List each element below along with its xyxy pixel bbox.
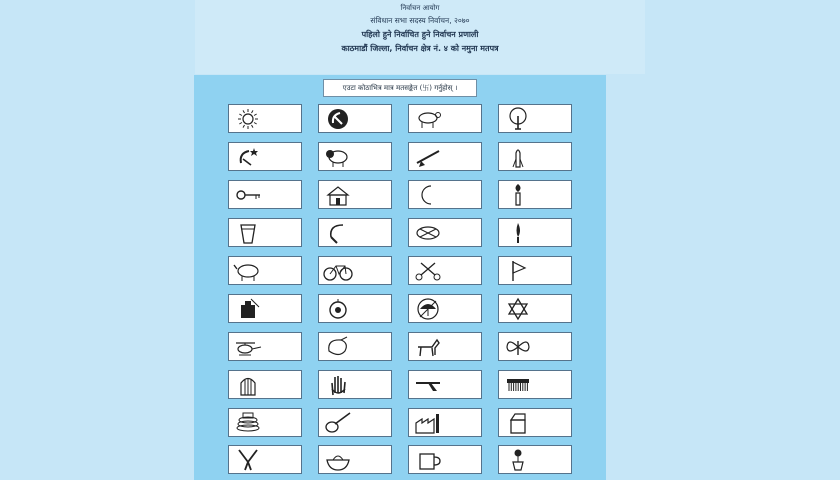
mango-icon	[323, 335, 353, 359]
tree-icon	[503, 107, 533, 131]
sitar-icon	[323, 411, 353, 435]
ballot-cell-bird-cage[interactable]	[228, 370, 302, 399]
ballot-cell-flag[interactable]	[498, 256, 572, 285]
hammer-sickle-circle-icon	[323, 107, 353, 131]
sickle-star-icon	[233, 145, 263, 169]
butterfly-icon	[503, 335, 533, 359]
umbrella-circle-icon	[413, 297, 443, 321]
ballot-cell-butterfly[interactable]	[498, 332, 572, 361]
glass-cup-icon	[233, 221, 263, 245]
milk-carton-icon	[503, 411, 533, 435]
rhinoceros-icon	[233, 259, 263, 283]
hand-torch-icon	[503, 183, 533, 207]
ballot-cell-mango[interactable]	[318, 332, 392, 361]
ballot-cell-gun[interactable]	[408, 370, 482, 399]
open-hand-icon	[323, 373, 353, 397]
ballot-cell-open-hand[interactable]	[318, 370, 392, 399]
constituency-title: काठमाडौं जिल्ला, निर्वाचन क्षेत्र नं. ४ को नमुना मतपत्र	[341, 44, 499, 53]
ballot-cell-tree[interactable]	[498, 104, 572, 133]
ballot-cell-sickle-star[interactable]	[228, 142, 302, 171]
ballot-cell-house[interactable]	[318, 180, 392, 209]
ballot-cell-sun[interactable]	[228, 104, 302, 133]
ballot-cell-bowl-pot[interactable]	[318, 445, 392, 474]
namaste-hands-icon	[503, 145, 533, 169]
ballot-cell-milk-carton[interactable]	[498, 408, 572, 437]
election-system: पहिलो हुने निर्वाचित हुने निर्वाचन प्रणाली	[361, 30, 479, 39]
cow-icon	[413, 107, 443, 131]
sun-icon	[233, 107, 263, 131]
ballot-cell-mug[interactable]	[408, 445, 482, 474]
ballot-cell-comb[interactable]	[498, 370, 572, 399]
ballot-cell-factory[interactable]	[408, 408, 482, 437]
bowl-pot-icon	[323, 448, 353, 472]
ballot-cell-star-of-david[interactable]	[498, 294, 572, 323]
ballot-cell-glass-cup[interactable]	[228, 218, 302, 247]
bicycle-icon	[323, 259, 353, 283]
scissors-icon	[413, 259, 443, 283]
ballot-instruction: एउटा कोठाभित्र मात्र मतसङ्केत (卐) गर्नुहोस् ।	[323, 79, 477, 97]
ballot-cell-stack-of-plates[interactable]	[228, 408, 302, 437]
wheel-disc-icon	[323, 297, 353, 321]
plough-icon	[413, 145, 443, 169]
ballot-cell-sitar[interactable]	[318, 408, 392, 437]
ballot-cell-hand-torch[interactable]	[498, 180, 572, 209]
ballot-cell-pliers[interactable]	[228, 445, 302, 474]
bird-cage-icon	[233, 373, 263, 397]
ballot-cell-cow[interactable]	[408, 104, 482, 133]
horse-icon	[413, 335, 443, 359]
ballot-cell-scissors[interactable]	[408, 256, 482, 285]
ballot-cell-umbrella-circle[interactable]	[408, 294, 482, 323]
ballot-cell-sickle[interactable]	[318, 218, 392, 247]
house-icon	[323, 183, 353, 207]
ballot-cell-rhinoceros[interactable]	[228, 256, 302, 285]
ballot-cell-crescent-moon[interactable]	[408, 180, 482, 209]
pliers-icon	[233, 448, 263, 472]
ballot-cell-wheel-disc[interactable]	[318, 294, 392, 323]
mug-icon	[413, 448, 443, 472]
factory-icon	[413, 411, 443, 435]
ballot-cell-madal-drum[interactable]	[408, 218, 482, 247]
ballot-cell-khukuri[interactable]	[498, 218, 572, 247]
lion-icon	[323, 145, 353, 169]
helicopter-icon	[233, 335, 263, 359]
commission-name: निर्वाचन आयोग	[400, 4, 440, 12]
crescent-moon-icon	[413, 183, 443, 207]
sickle-icon	[323, 221, 353, 245]
ballot-cell-plough[interactable]	[408, 142, 482, 171]
flag-icon	[503, 259, 533, 283]
ink-bottle-icon	[233, 297, 263, 321]
ballot-cell-key[interactable]	[228, 180, 302, 209]
ballot-cell-namaste-hands[interactable]	[498, 142, 572, 171]
key-icon	[233, 183, 263, 207]
ballot-cell-horse[interactable]	[408, 332, 482, 361]
comb-icon	[503, 373, 533, 397]
flower-pot-icon	[503, 448, 533, 472]
stack-of-plates-icon	[233, 411, 263, 435]
ballot-cell-hammer-sickle-circle[interactable]	[318, 104, 392, 133]
election-title: संविधान सभा सदस्य निर्वाचन, २०७०	[370, 16, 470, 25]
ballot-cell-helicopter[interactable]	[228, 332, 302, 361]
star-of-david-icon	[503, 297, 533, 321]
ballot-cell-ink-bottle[interactable]	[228, 294, 302, 323]
ballot-cell-bicycle[interactable]	[318, 256, 392, 285]
ballot-cell-flower-pot[interactable]	[498, 445, 572, 474]
gun-icon	[413, 373, 443, 397]
madal-drum-icon	[413, 221, 443, 245]
ballot-cell-lion[interactable]	[318, 142, 392, 171]
khukuri-icon	[503, 221, 533, 245]
